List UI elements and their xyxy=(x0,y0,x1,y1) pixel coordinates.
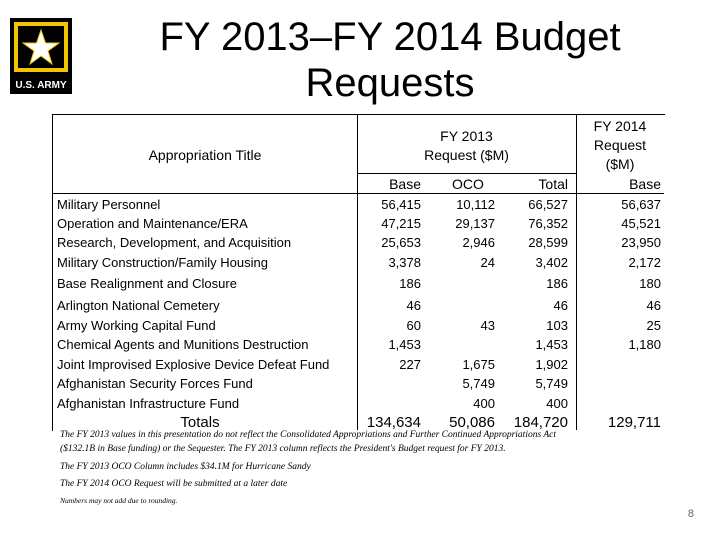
army-logo xyxy=(10,18,72,94)
note-4: Numbers may not add due to rounding. xyxy=(60,496,178,505)
row-title: Afghanistan Infrastructure Fund xyxy=(57,396,240,411)
row-base: 25,653 xyxy=(381,235,421,250)
row-total: 186 xyxy=(546,276,568,291)
row-title: Chemical Agents and Munitions Destruction xyxy=(57,337,309,352)
totals-base-2014: 129,711 xyxy=(607,414,661,431)
divider-fy2013-sub xyxy=(357,173,576,174)
row-oco: 29,137 xyxy=(455,216,495,231)
row-base-2014: 2,172 xyxy=(628,255,661,270)
logo-label: U.S. ARMY xyxy=(15,80,67,91)
totals-base: 134,634 xyxy=(366,414,421,431)
row-total: 46 xyxy=(553,298,568,313)
row-base-2014: 45,521 xyxy=(621,216,661,231)
row-base: 186 xyxy=(399,276,421,291)
row-base: 1,453 xyxy=(388,337,421,352)
row-base-2014: 180 xyxy=(639,276,661,291)
header-appropriation-title: Appropriation Title xyxy=(148,147,262,163)
row-total: 1,902 xyxy=(535,357,568,372)
header-fy2014-line1: FY 2014 xyxy=(593,118,647,134)
header-total: Total xyxy=(538,176,568,192)
row-oco: 10,112 xyxy=(456,197,495,212)
header-fy2013-line2: Request ($M) xyxy=(424,147,509,163)
row-base-2014: 1,180 xyxy=(628,337,661,352)
row-title: Arlington National Cemetery xyxy=(57,298,220,313)
row-total: 5,749 xyxy=(535,376,568,391)
row-title: Joint Improvised Explosive Device Defeat Fund xyxy=(57,357,330,372)
row-title: Base Realignment and Closure xyxy=(57,276,237,291)
title-line-1: FY 2013–FY 2014 Budget xyxy=(159,15,621,59)
row-total: 3,402 xyxy=(535,255,568,270)
row-oco: 5,749 xyxy=(462,376,495,391)
row-total: 103 xyxy=(546,318,568,333)
row-base: 3,378 xyxy=(388,255,421,270)
header-base: Base xyxy=(389,176,421,192)
row-base-2014: 46 xyxy=(646,298,661,313)
totals-label: Totals xyxy=(180,414,220,431)
row-oco: 1,675 xyxy=(462,357,495,372)
note-2: The FY 2013 OCO Column includes $34.1M for Hurricane Sandy xyxy=(60,462,311,472)
row-oco: 2,946 xyxy=(462,235,495,250)
row-base: 46 xyxy=(406,298,421,313)
title-line-2: Requests xyxy=(305,61,475,105)
row-total: 66,527 xyxy=(528,197,568,212)
page-number: 8 xyxy=(687,508,694,520)
divider-header xyxy=(52,193,664,194)
note-3: The FY 2014 OCO Request will be submitted at a later date xyxy=(60,479,288,489)
row-oco: 400 xyxy=(473,396,495,411)
row-base: 227 xyxy=(399,357,421,372)
row-oco: 24 xyxy=(480,255,495,270)
row-title: Afghanistan Security Forces Fund xyxy=(57,376,253,391)
row-base-2014: 56,637 xyxy=(621,197,661,212)
divider-fy2014 xyxy=(576,114,577,430)
page-title xyxy=(110,14,670,106)
row-title: Research, Development, and Acquisition xyxy=(57,235,292,250)
row-total: 400 xyxy=(546,396,568,411)
totals-total: 184,720 xyxy=(513,414,568,431)
row-base-2014: 25 xyxy=(646,318,661,333)
row-base: 47,215 xyxy=(381,216,421,231)
header-oco: OCO xyxy=(452,176,484,192)
row-base: 56,415 xyxy=(381,197,421,212)
row-total: 76,352 xyxy=(528,216,568,231)
header-fy2014-line2: Request xyxy=(593,137,647,153)
header-fy2013-line1: FY 2013 xyxy=(440,128,493,144)
row-base: 60 xyxy=(406,318,421,333)
header-fy2014-line3: ($M) xyxy=(605,156,635,172)
row-oco: 43 xyxy=(480,318,495,333)
row-title: Army Working Capital Fund xyxy=(57,318,216,333)
row-title: Military Personnel xyxy=(57,197,161,212)
note-1-line-2: ($132.1B in Base funding) or the Sequester. The FY 2013 column reflects the President's Budget request for FY 2013. xyxy=(60,444,506,454)
row-total: 1,453 xyxy=(535,337,568,352)
header-base-2014: Base xyxy=(629,176,661,192)
row-base-2014: 23,950 xyxy=(621,235,661,250)
row-title: Operation and Maintenance/ERA xyxy=(57,216,248,231)
row-total: 28,599 xyxy=(528,235,568,250)
row-title: Military Construction/Family Housing xyxy=(57,255,268,270)
note-1-line-1: The FY 2013 values in this presentation do not reflect the Consolidated Appropriations and Further Continued Appropriations Act xyxy=(60,430,557,440)
totals-oco: 50,086 xyxy=(449,414,495,431)
